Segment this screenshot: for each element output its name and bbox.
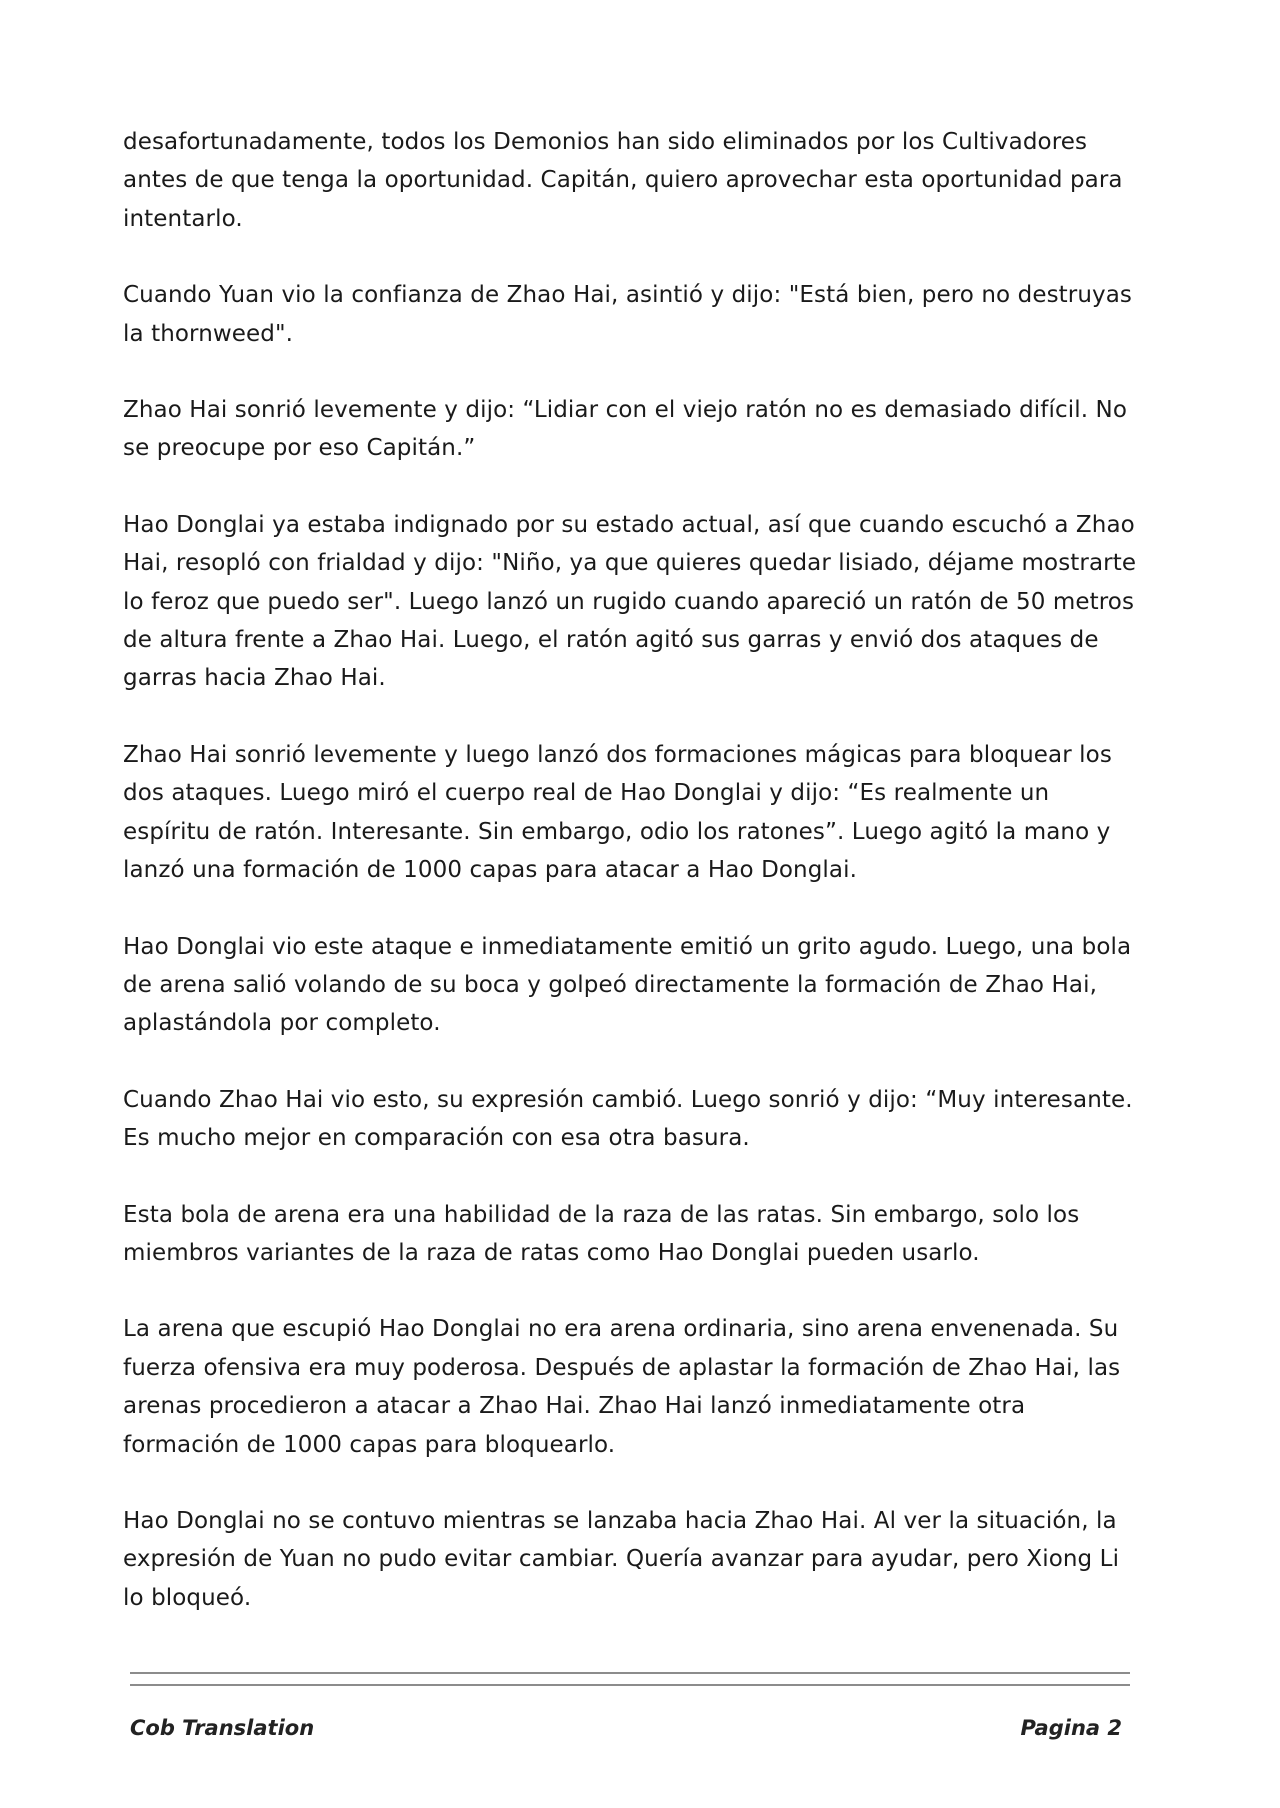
paragraph: Cuando Yuan vio la confianza de Zhao Hai, asintió y dijo: "Está bien, pero no destruyas la thornweed".	[123, 282, 1132, 347]
document-body	[123, 123, 1143, 1655]
paragraph: Hao Donglai no se contuvo mientras se lanzaba hacia Zhao Hai. Al ver la situación, la expresión de Yuan no pudo evitar cambiar. Quería avanzar para ayudar, pero Xiong Li lo bloqueó.	[123, 1507, 1120, 1611]
paragraph: Hao Donglai vio este ataque e inmediatamente emitió un grito agudo. Luego, una bola de arena salió volando de su boca y golpeó directamente la formación de Zhao Hai, aplastándola por completo.	[123, 933, 1132, 1037]
footer-divider-top	[130, 1672, 1130, 1674]
paragraph: Cuando Zhao Hai vio esto, su expresión cambió. Luego sonrió y dijo: “Muy interesante. Es mucho mejor en comparación con esa otra basura.	[123, 1086, 1133, 1152]
paragraph: Esta bola de arena era una habilidad de la raza de las ratas. Sin embargo, solo los miembros variantes de la raza de ratas como Hao Donglai pueden usarlo.	[123, 1201, 1080, 1266]
paragraph: Hao Donglai ya estaba indignado por su estado actual, así que cuando escuchó a Zhao Hai, resopló con frialdad y dijo: "Niño, ya que quieres quedar lisiado, déjame mostrarte lo feroz que puedo ser". Luego lanzó un rugido cuando apareció un ratón de 50 metros de altura frente a Zhao Hai. Luego, el ratón agitó sus garras y envió dos ataques de garras hacia Zhao Hai.	[123, 511, 1137, 692]
paragraph: Zhao Hai sonrió levemente y dijo: “Lidiar con el viejo ratón no es demasiado difícil. No se preocupe por eso Capitán.”	[123, 397, 1127, 462]
footer-divider-bottom	[130, 1684, 1130, 1686]
paragraph: desafortunadamente, todos los Demonios han sido eliminados por los Cultivadores antes de que tenga la oportunidad. Capitán, quiero aprovechar esta oportunidad para intentarlo.	[123, 129, 1123, 232]
paragraph: La arena que escupió Hao Donglai no era arena ordinaria, sino arena envenenada. Su fuerza ofensiva era muy poderosa. Después de aplastar la formación de Zhao Hai, las arenas procedieron a atacar a Zhao Hai. Zhao Hai lanzó inmediatamente otra formación de 1000 capas para bloquearlo.	[123, 1316, 1121, 1458]
footer-translator-credit: Cob Translation	[130, 1716, 315, 1740]
paragraph: Zhao Hai sonrió levemente y luego lanzó dos formaciones mágicas para bloquear los dos ataques. Luego miró el cuerpo real de Hao Donglai y dijo: “Es realmente un espíritu de ratón. Interesante. Sin embargo, odio los ratones”. Luego agitó la mano y lanzó una formación de 1000 capas para atacar a Hao Donglai.	[123, 741, 1112, 884]
footer-page-number: Pagina 2	[1020, 1716, 1122, 1740]
